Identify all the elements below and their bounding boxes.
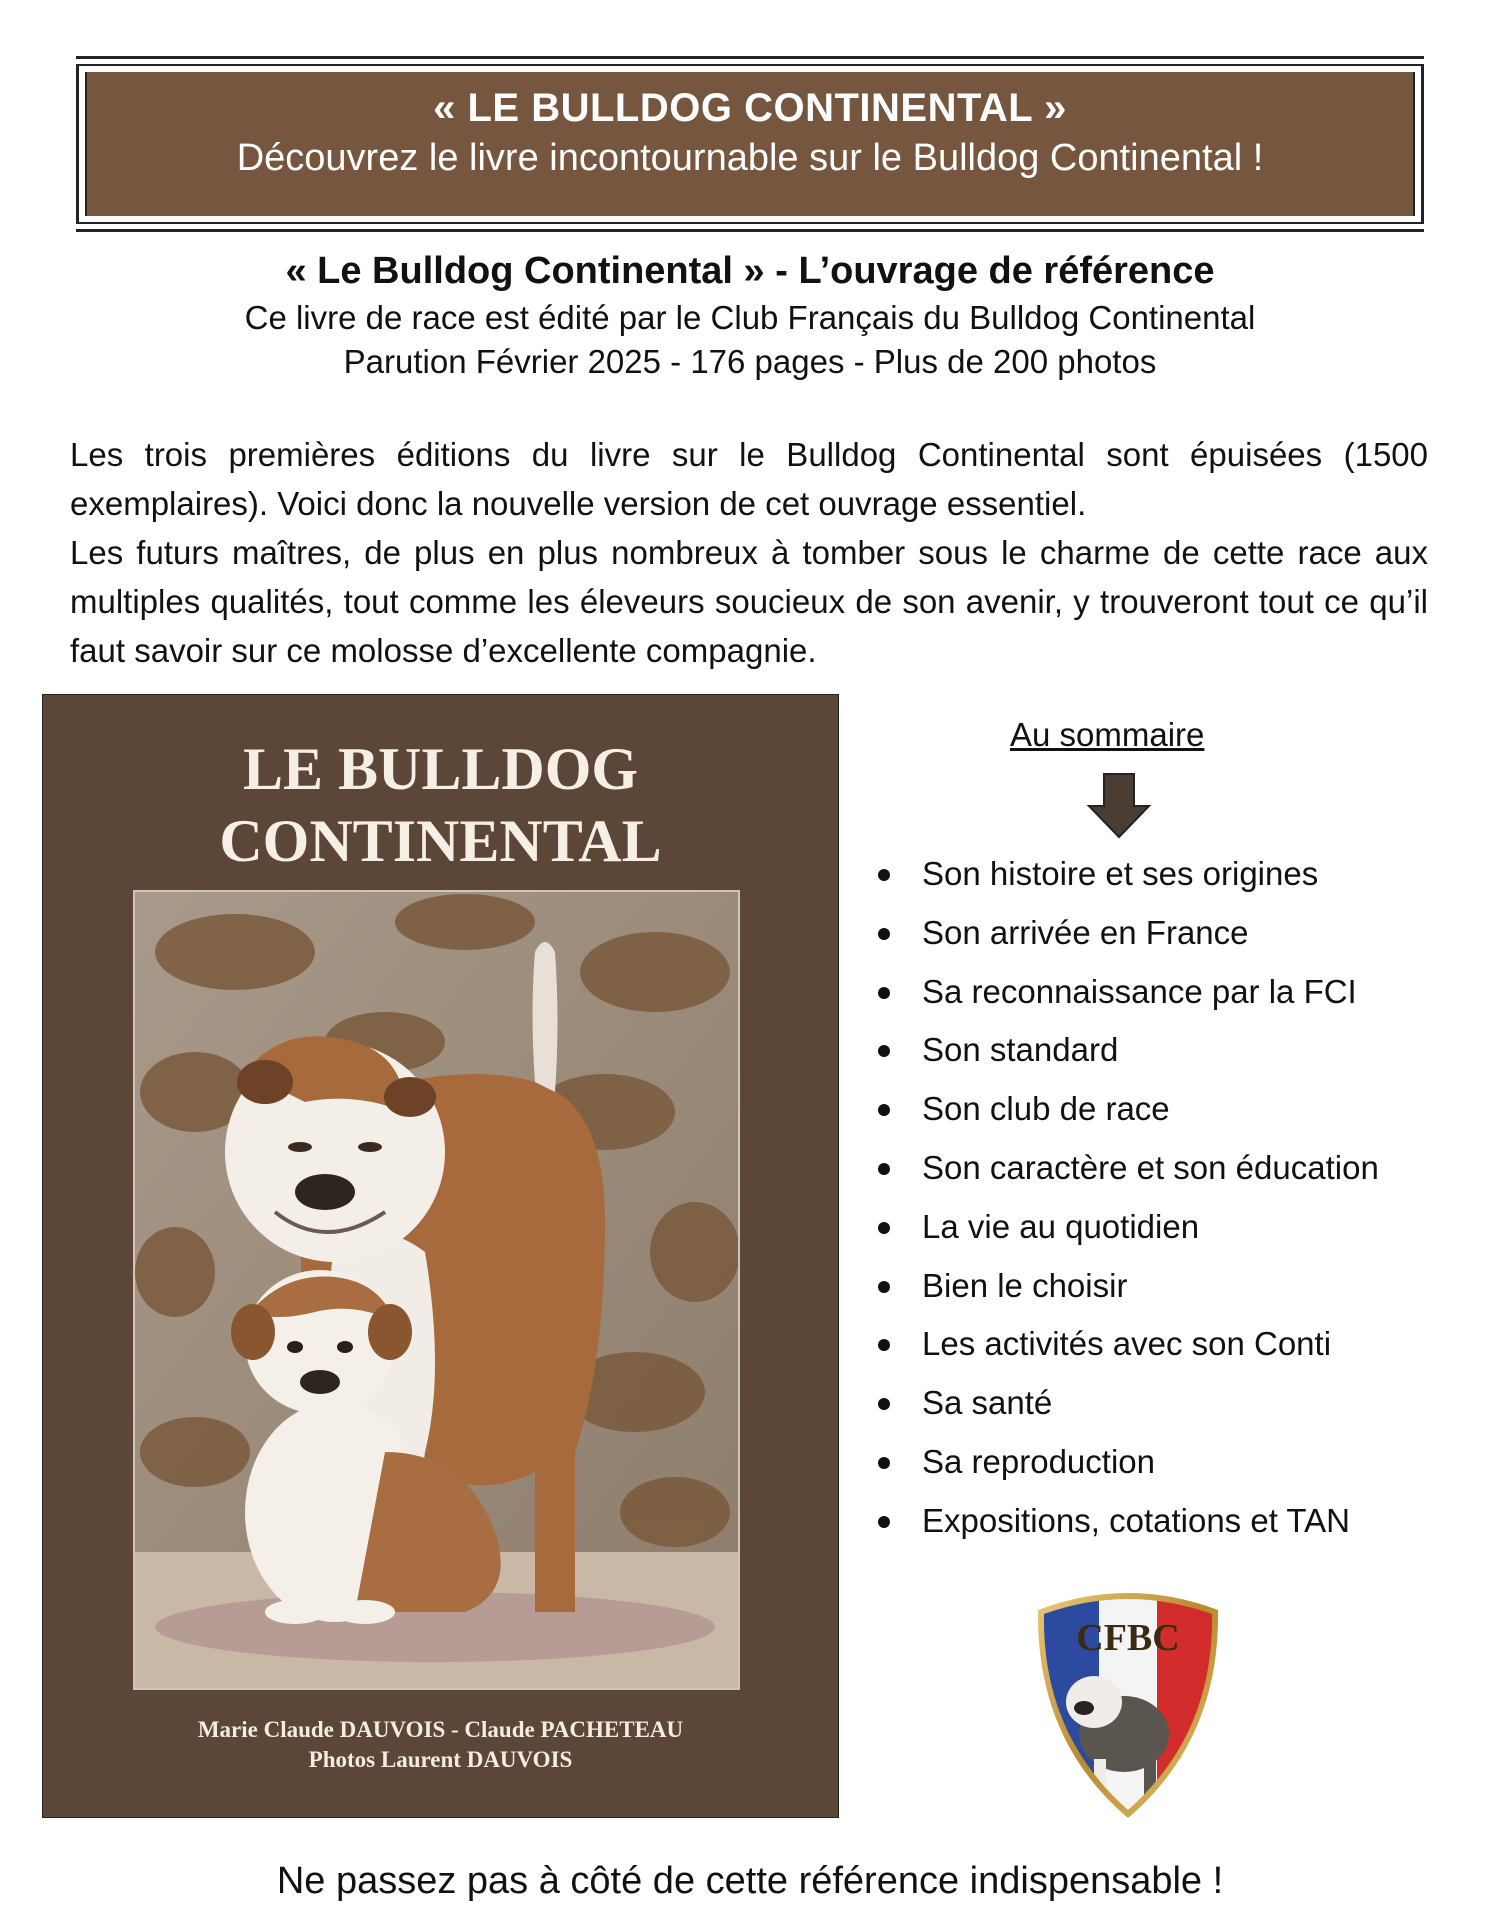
sommaire-item-label: Sa santé [922, 1384, 1053, 1422]
cover-title-line-2: CONTINENTAL [219, 808, 662, 874]
header-banner [85, 72, 1415, 216]
sommaire-item [872, 1433, 1379, 1492]
cover-credits [43, 1715, 838, 1775]
intro-block [0, 250, 1500, 381]
bullet-icon [878, 987, 890, 999]
bullet-icon [878, 1104, 890, 1116]
bullet-icon [878, 869, 890, 881]
banner-subtitle: Découvrez le livre incontournable sur le Bulldog Continental ! [236, 137, 1264, 179]
sommaire-item [872, 1198, 1379, 1257]
bullet-icon [878, 1457, 890, 1469]
cover-title-line-1: LE BULLDOG [242, 736, 639, 802]
sommaire-item [872, 845, 1379, 904]
bullet-icon [878, 1339, 890, 1351]
cover-photographer: Photos Laurent DAUVOIS [308, 1747, 573, 1772]
sommaire-item [872, 1374, 1379, 1433]
sommaire-item [872, 963, 1379, 1022]
sommaire-item-label: Son caractère et son éducation [922, 1148, 1379, 1186]
sommaire-item-label: Sa reconnaissance par la FCI [922, 972, 1357, 1010]
sommaire-item [872, 1257, 1379, 1316]
sommaire-item-label: Bien le choisir [922, 1266, 1128, 1304]
sommaire-item-label: Sa reproduction [922, 1442, 1155, 1480]
sommaire-item [872, 1492, 1379, 1551]
sommaire-item-label: Son arrivée en France [922, 913, 1249, 951]
bulldog-photo-illustration [135, 892, 738, 1688]
bullet-icon [878, 1281, 890, 1293]
sommaire-item [872, 1080, 1379, 1139]
sommaire-item [872, 1139, 1379, 1198]
intro-title: « Le Bulldog Continental » - L’ouvrage de référence [285, 250, 1215, 292]
intro-publisher-line: Ce livre de race est édité par le Club Français du Bulldog Continental [244, 299, 1256, 336]
description-paragraph-2: Les futurs maîtres, de plus en plus nombreux à tomber sous le charme de cette race aux multiples qualités, tout comme les éleveurs soucieux de son avenir, y trouveront tout ce qu’il faut savoir sur ce molosse d’excellente compagnie. [70, 534, 1428, 669]
cover-title [43, 733, 838, 877]
sommaire-item-label: Les activités avec son Conti [922, 1325, 1332, 1363]
description [70, 430, 1428, 675]
sommaire-item [872, 1315, 1379, 1374]
bullet-icon [878, 1045, 890, 1057]
sommaire-title: Au sommaire [1010, 716, 1205, 753]
sommaire-list [872, 845, 1379, 1551]
bullet-icon [878, 1516, 890, 1528]
description-paragraph-1: Les trois premières éditions du livre sur le Bulldog Continental sont épuisées (1500 exemplaires). Voici donc la nouvelle version de cet ouvrage essentiel. [70, 436, 1428, 522]
cover-photo-bulldogs [133, 890, 740, 1690]
sommaire-item-label: La vie au quotidien [922, 1207, 1200, 1245]
banner-title: « LE BULLDOG CONTINENTAL » [433, 86, 1067, 130]
sommaire-item-label: Son standard [922, 1031, 1119, 1069]
bullet-icon [878, 928, 890, 940]
logo-text: CFBC [1076, 1617, 1180, 1659]
cover-authors: Marie Claude DAUVOIS - Claude PACHETEAU [197, 1717, 684, 1742]
sommaire-item-label: Son club de race [922, 1090, 1170, 1128]
bullet-icon [878, 1222, 890, 1234]
bullet-icon [878, 1163, 890, 1175]
header-banner-border [76, 64, 1424, 224]
sommaire-item [872, 1021, 1379, 1080]
sommaire-item-label: Son histoire et ses origines [922, 855, 1319, 892]
closing-line: Ne passez pas à côté de cette référence indispensable ! [276, 1860, 1224, 1902]
arrow-down-icon [1086, 772, 1152, 840]
intro-publication-line: Parution Février 2025 - 176 pages - Plus de 200 photos [343, 343, 1157, 380]
sommaire-item [872, 904, 1379, 963]
cfbc-club-logo [1024, 1584, 1232, 1820]
sommaire-item-label: Expositions, cotations et TAN [922, 1501, 1350, 1539]
book-cover [42, 694, 839, 1818]
header-banner-frame [76, 56, 1424, 232]
bullet-icon [878, 1398, 890, 1410]
